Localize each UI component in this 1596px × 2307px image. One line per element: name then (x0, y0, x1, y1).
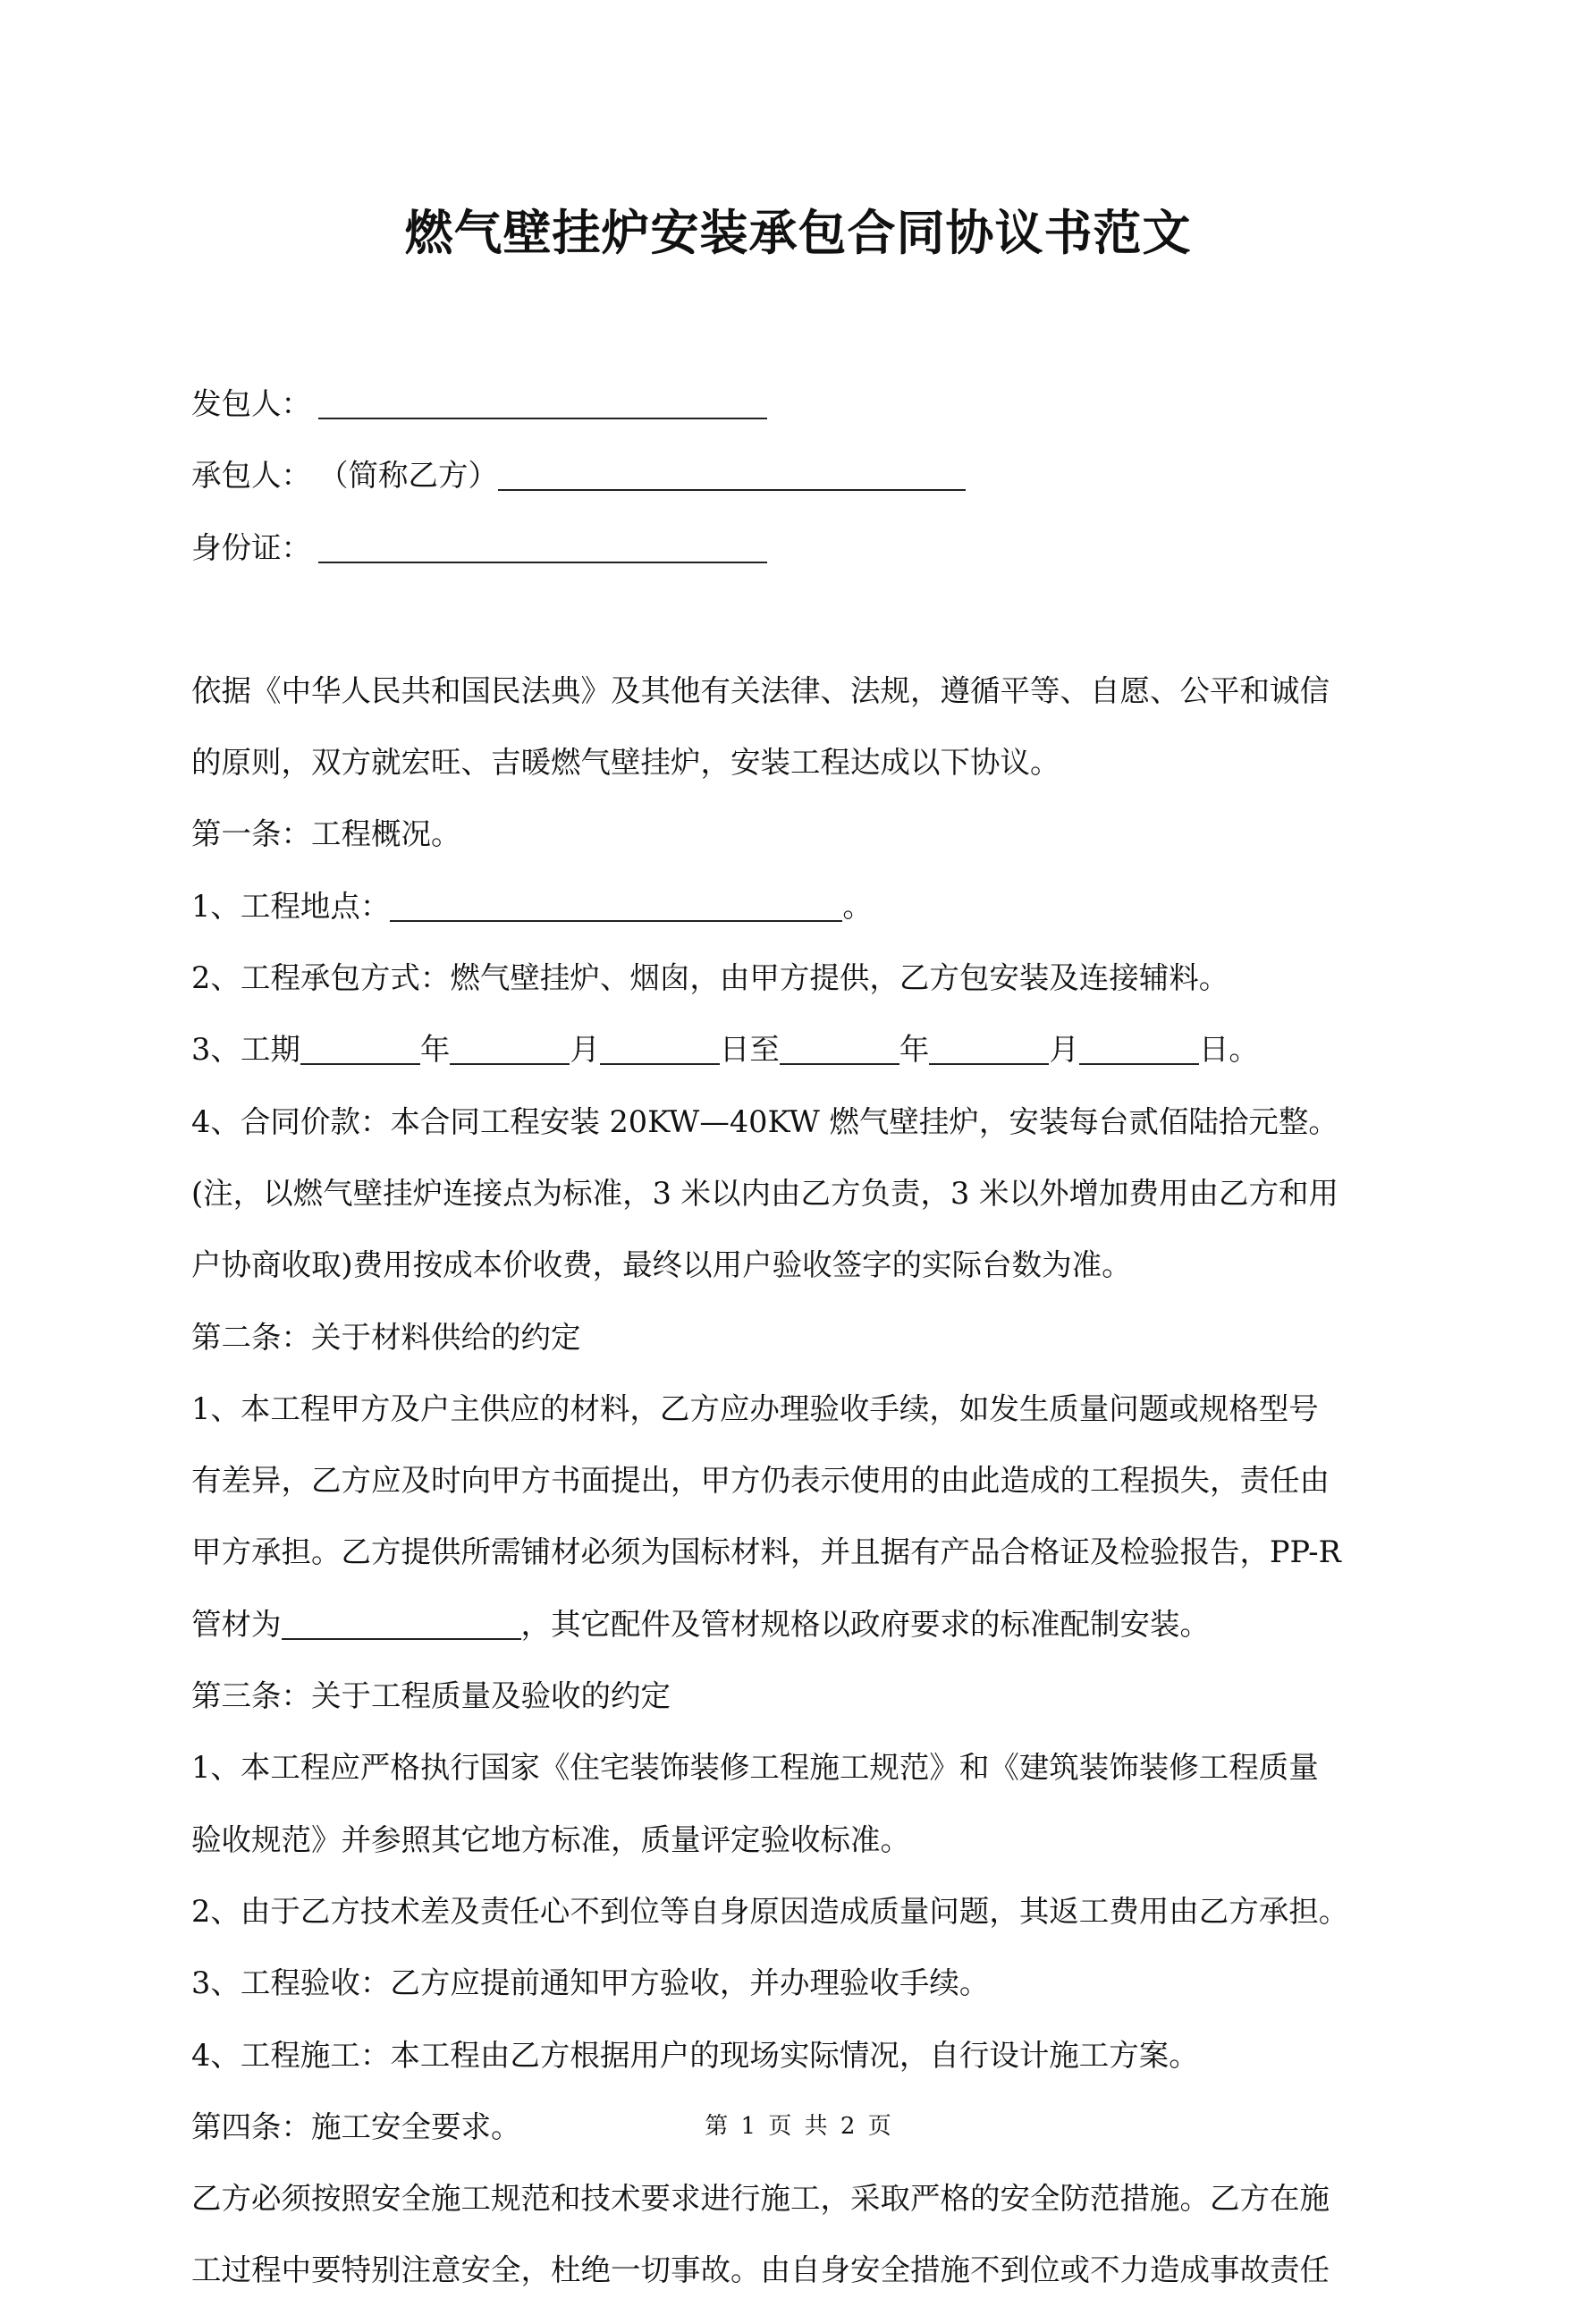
issuer-line (191, 368, 1416, 440)
pipe-material-suffix: ，其它配件及管材规格以政府要求的标准配制安装。 (520, 1606, 1210, 1642)
article-1-item-4: 4、合同价款：本合同工程安装 20KW—40KW 燃气壁挂炉，安装每台贰佰陆拾元整。 (191, 1103, 1338, 1139)
document-title: 燃气壁挂炉安装承包合同协议书范文 (404, 204, 1192, 261)
issuer-blank (318, 391, 767, 419)
article-2-line-2: 有差异，乙方应及时向甲方书面提出，甲方仍表示使用的由此造成的工程损失，责任由 (191, 1463, 1330, 1499)
id-label: 身份证： (191, 529, 311, 565)
pipe-material-blank (282, 1611, 521, 1640)
intro-line-1: 依据《中华人民共和国民法典》及其他有关法律、法规，遵循平等、自愿、公平和诚信 (191, 672, 1330, 708)
article-1-item-1 (191, 871, 1416, 942)
article-2-line-3: 甲方承担。乙方提供所需铺材必须为国标材料，并且据有产品合格证及检验报告，PP-R (191, 1534, 1341, 1570)
article-3-item-3: 3、工程验收：乙方应提前通知甲方验收，并办理验收手续。 (191, 1965, 990, 2001)
project-location-blank (390, 893, 842, 922)
contractor-note: （简称乙方） (318, 458, 498, 494)
article-3-item-2: 2、由于乙方技术差及责任心不到位等自身原因造成质量问题，其返工费用由乙方承担。 (191, 1893, 1349, 1929)
article-4-line-2: 工过程中要特别注意安全，杜绝一切事故。由自身安全措施不到位或不力造成事故责任 (191, 2252, 1330, 2288)
start-month-label: 月 (570, 1032, 600, 1068)
article-2-line-1: 1、本工程甲方及户主供应的材料，乙方应办理验收手续，如发生质量问题或规格型号 (191, 1390, 1319, 1426)
end-year-label: 年 (899, 1032, 930, 1068)
end-month-blank (929, 1036, 1049, 1065)
start-year-blank (300, 1036, 420, 1065)
article-3-item-4: 4、工程施工：本工程由乙方根据用户的现场实际情况，自行设计施工方案。 (191, 2037, 1199, 2073)
spacer (191, 584, 1416, 655)
article-1-item-3 (191, 1014, 1416, 1086)
project-location-label: 1、工程地点： (191, 888, 391, 924)
end-day-blank (1079, 1036, 1199, 1065)
article-3-line-2: 验收规范》并参照其它地方标准，质量评定验收标准。 (191, 1821, 910, 1857)
article-4-title: 第四条：施工安全要求。 (191, 2108, 521, 2144)
article-3-line-1: 1、本工程应严格执行国家《住宅装饰装修工程施工规范》和《建筑装饰装修工程质量 (191, 1750, 1319, 1786)
id-line (191, 512, 1416, 584)
note-line-1: (注，以燃气壁挂炉连接点为标准，3 米以内由乙方负责，3 米以外增加费用由乙方和用 (191, 1175, 1338, 1211)
issuer-label: 发包人： (191, 386, 311, 421)
end-month-label: 月 (1049, 1032, 1079, 1068)
contractor-line (191, 440, 1416, 511)
page-number: 第 1 页 共 2 页 (705, 2113, 891, 2140)
id-blank (318, 535, 767, 563)
day-to-label: 日至 (719, 1032, 780, 1068)
start-month-blank (450, 1036, 570, 1065)
contractor-label: 承包人： (191, 458, 311, 494)
article-2-title: 第二条：关于材料供给的约定 (191, 1319, 581, 1355)
article-1-title: 第一条：工程概况。 (191, 816, 461, 852)
document-body (191, 368, 1416, 2307)
period-label: 3、工期 (191, 1032, 300, 1068)
article-1-item-2: 2、工程承包方式：燃气壁挂炉、烟囱，由甲方提供，乙方包安装及连接辅料。 (191, 960, 1229, 996)
end-day-label: 日。 (1198, 1032, 1259, 1068)
end-year-blank (780, 1036, 899, 1065)
note-line-2: 户协商收取)费用按成本价收费，最终以用户验收签字的实际台数为准。 (191, 1247, 1132, 1283)
pipe-material-label: 管材为 (191, 1606, 282, 1642)
contractor-blank (498, 462, 966, 491)
article-3-title: 第三条：关于工程质量及验收的约定 (191, 1678, 671, 1714)
intro-line-2: 的原则，双方就宏旺、吉暖燃气壁挂炉，安装工程达成以下协议。 (191, 745, 1060, 781)
start-year-label: 年 (419, 1032, 451, 1068)
start-day-blank (600, 1036, 720, 1065)
article-4-line-1: 乙方必须按照安全施工规范和技术要求进行施工，采取严格的安全防范措施。乙方在施 (191, 2181, 1330, 2217)
article-2-line-4 (191, 1589, 1416, 1661)
project-location-suffix: 。 (842, 888, 873, 924)
